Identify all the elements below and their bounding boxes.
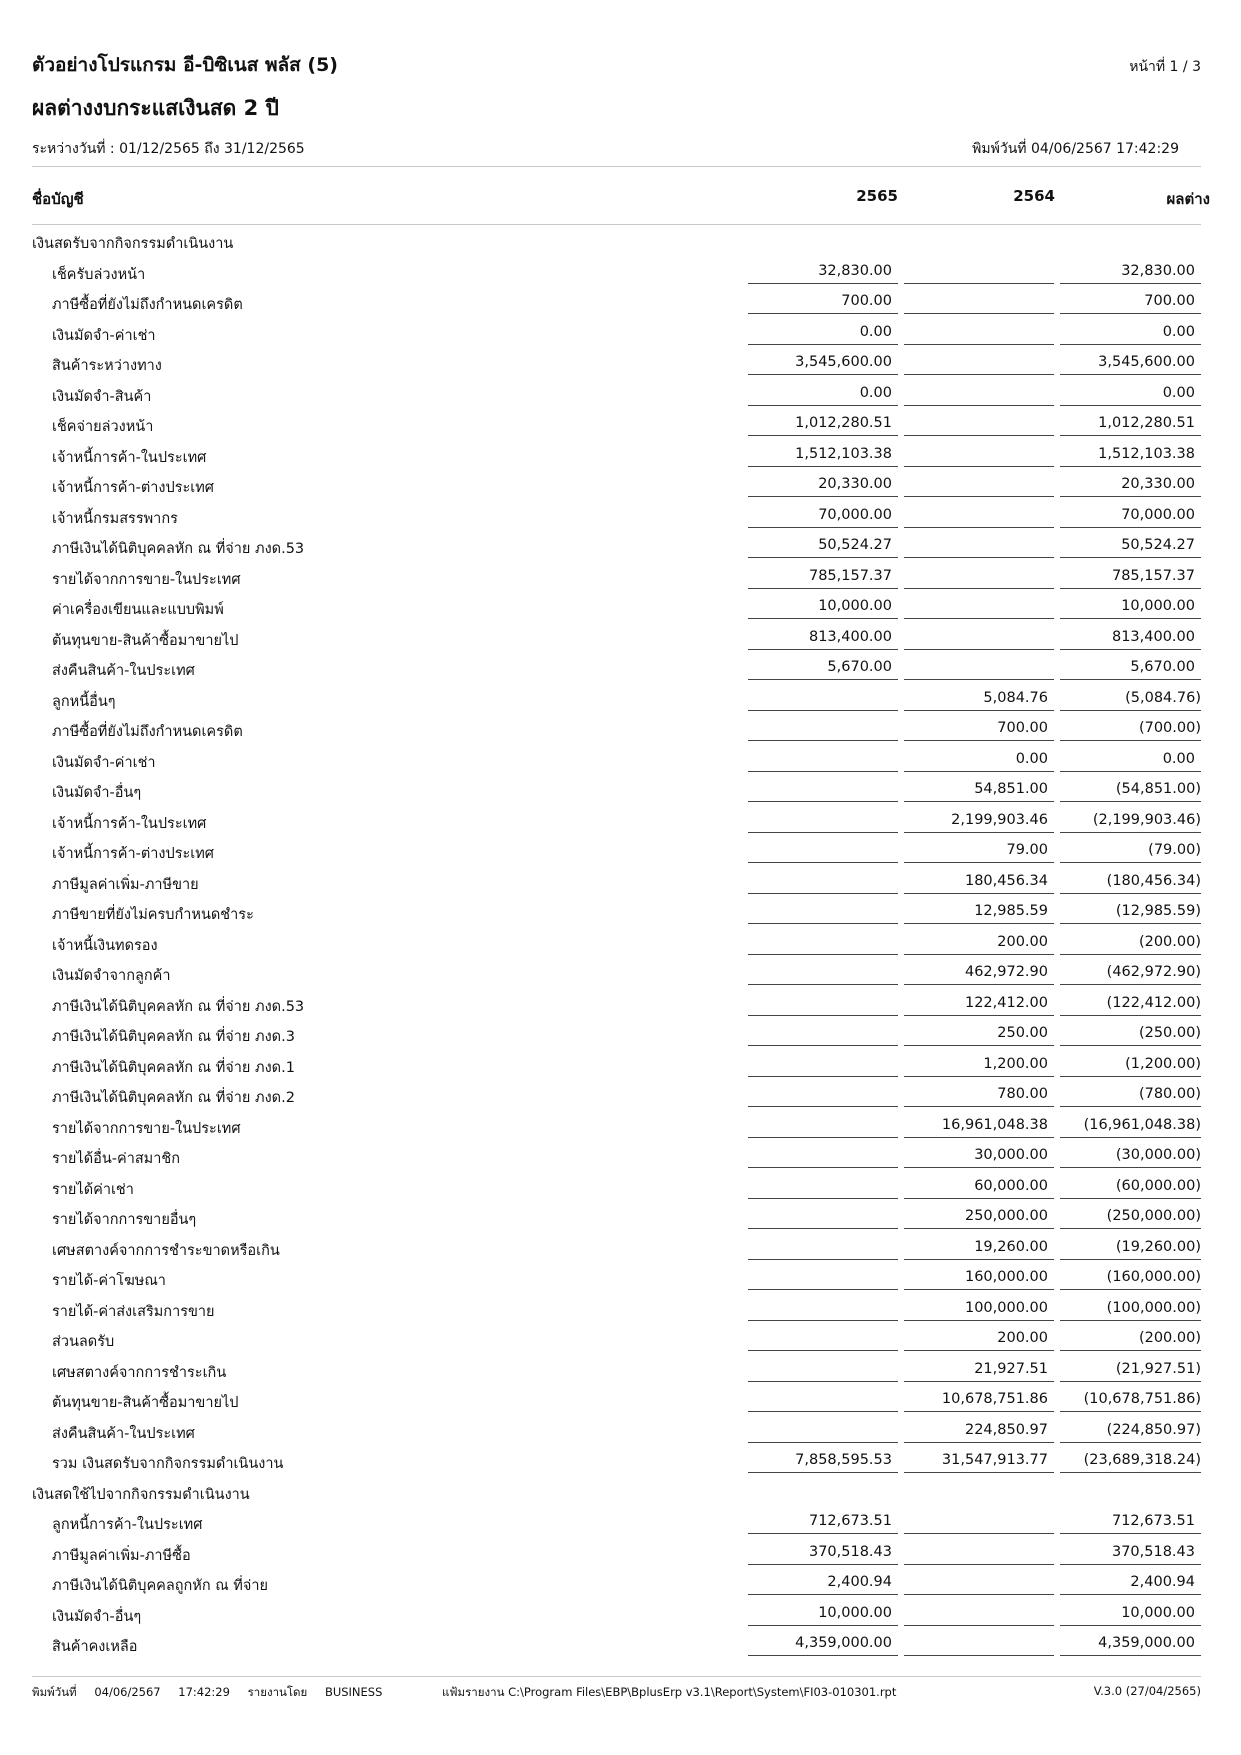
table-row	[32, 1507, 1201, 1538]
value-difference: (12,985.59)	[1060, 897, 1201, 924]
footer-version: V.3.0 (27/04/2565)	[1093, 1684, 1201, 1698]
value-difference: 0.00	[1060, 745, 1201, 772]
account-name: รายได้อื่น-ค่าสมาชิก	[52, 1151, 181, 1167]
value-2564: 224,850.97	[904, 1416, 1054, 1443]
value-2564	[904, 653, 1054, 680]
value-2564	[904, 1538, 1054, 1565]
value-2564	[904, 348, 1054, 375]
company-name: ตัวอย่างโปรแกรม อี-บิซิเนส พลัส (5)	[32, 54, 338, 76]
table-row	[32, 1538, 1201, 1569]
account-name: เงินมัดจำ-อื่นๆ	[52, 1608, 142, 1625]
table-row	[32, 379, 1201, 410]
value-2565	[748, 1019, 898, 1046]
value-difference: 5,670.00	[1060, 653, 1201, 680]
value-2565	[748, 1080, 898, 1107]
account-name: เจ้าหนี้การค้า-ในประเทศ	[52, 449, 207, 466]
table-row	[32, 318, 1201, 349]
footer-template-label: แฟ้มรายงาน	[442, 1685, 505, 1699]
value-2565	[748, 714, 898, 741]
account-name: เจ้าหนี้กรมสรรพากร	[52, 510, 178, 527]
table-row	[32, 806, 1201, 837]
footer-template-path: C:\Program Files\EBP\BplusErp v3.1\Report\System\FI03-010301.rpt	[508, 1685, 897, 1699]
value-difference: (19,260.00)	[1060, 1233, 1201, 1260]
account-name: รวม เงินสดรับจากกิจกรรมดำเนินงาน	[52, 1456, 284, 1472]
value-2564: 250.00	[904, 1019, 1054, 1046]
value-2565: 10,000.00	[748, 1599, 898, 1626]
account-name: ภาษีเงินได้นิติบุคคลหัก ณ ที่จ่าย ภงด.3	[52, 1029, 295, 1045]
value-2565: 20,330.00	[748, 470, 898, 497]
account-name: เจ้าหนี้การค้า-ในประเทศ	[52, 815, 207, 832]
account-name: เงินสดใช้ไปจากกิจกรรมดำเนินงาน	[32, 1486, 250, 1503]
value-difference: (200.00)	[1060, 1324, 1201, 1351]
value-difference: (16,961,048.38)	[1060, 1111, 1201, 1138]
value-difference: (700.00)	[1060, 714, 1201, 741]
report-table	[32, 226, 1201, 1660]
value-difference: 20,330.00	[1060, 470, 1201, 497]
value-2564: 780.00	[904, 1080, 1054, 1107]
column-header-year-2565: 2565	[856, 187, 898, 205]
value-difference: 50,524.27	[1060, 531, 1201, 558]
table-row	[32, 1355, 1201, 1386]
value-difference: (79.00)	[1060, 836, 1201, 863]
account-name: รายได้จากการขาย-ในประเทศ	[52, 571, 241, 588]
account-name: เจ้าหนี้การค้า-ต่างประเทศ	[52, 846, 214, 862]
value-2565	[748, 897, 898, 924]
value-2565: 32,830.00	[748, 257, 898, 284]
value-2565	[748, 1355, 898, 1382]
value-difference: (23,689,318.24)	[1060, 1446, 1201, 1473]
value-2564: 19,260.00	[904, 1233, 1054, 1260]
value-difference: 2,400.94	[1060, 1568, 1201, 1595]
value-2565: 700.00	[748, 287, 898, 314]
value-2564	[904, 1568, 1054, 1595]
value-difference: 70,000.00	[1060, 501, 1201, 528]
value-difference: 32,830.00	[1060, 257, 1201, 284]
value-2564	[904, 409, 1054, 436]
account-name: เงินมัดจำ-ค่าเช่า	[52, 754, 156, 771]
account-name: ภาษีมูลค่าเพิ่ม-ภาษีขาย	[52, 876, 199, 893]
value-2565	[748, 1111, 898, 1138]
account-name: ลูกหนี้การค้า-ในประเทศ	[52, 1517, 203, 1533]
table-row	[32, 1202, 1201, 1233]
value-2564: 122,412.00	[904, 989, 1054, 1016]
value-2565: 813,400.00	[748, 623, 898, 650]
account-name: เงินมัดจำ-ค่าเช่า	[52, 327, 156, 344]
column-header-divider	[32, 224, 1201, 225]
value-difference: (54,851.00)	[1060, 775, 1201, 802]
table-row	[32, 1080, 1201, 1111]
value-2564: 21,927.51	[904, 1355, 1054, 1382]
table-row	[32, 897, 1201, 928]
value-2565	[748, 806, 898, 833]
value-2565: 5,670.00	[748, 653, 898, 680]
value-difference: 813,400.00	[1060, 623, 1201, 650]
value-2565	[748, 867, 898, 894]
value-difference: (250,000.00)	[1060, 1202, 1201, 1229]
value-2565	[748, 684, 898, 711]
account-name: รายได้-ค่าโฆษณา	[52, 1273, 166, 1289]
value-2565	[748, 775, 898, 802]
value-2565	[748, 1324, 898, 1351]
account-name: ภาษีซื้อที่ยังไม่ถึงกำหนดเครดิต	[52, 297, 243, 313]
report-period: ระหว่างวันที่ : 01/12/2565 ถึง 31/12/2565	[32, 141, 305, 157]
account-name: ภาษีเงินได้นิติบุคคลหัก ณ ที่จ่าย ภงด.1	[52, 1059, 295, 1076]
value-2565: 1,012,280.51	[748, 409, 898, 436]
value-2565: 0.00	[748, 318, 898, 345]
table-row	[32, 745, 1201, 776]
value-difference: 1,512,103.38	[1060, 440, 1201, 467]
table-row	[32, 714, 1201, 745]
table-row	[32, 287, 1201, 318]
value-2564: 54,851.00	[904, 775, 1054, 802]
value-2565: 4,359,000.00	[748, 1629, 898, 1656]
value-2564	[904, 501, 1054, 528]
table-row	[32, 440, 1201, 471]
account-name: ภาษีเงินได้นิติบุคคลหัก ณ ที่จ่าย ภงด.2	[52, 1090, 295, 1106]
total-row	[32, 1446, 1201, 1477]
value-difference: (21,927.51)	[1060, 1355, 1201, 1382]
table-row	[32, 531, 1201, 562]
value-difference: 4,359,000.00	[1060, 1629, 1201, 1656]
table-row	[32, 867, 1201, 898]
account-name: ภาษีมูลค่าเพิ่ม-ภาษีซื้อ	[52, 1547, 191, 1564]
value-2564	[904, 531, 1054, 558]
value-2564: 0.00	[904, 745, 1054, 772]
value-2565: 370,518.43	[748, 1538, 898, 1565]
value-2564: 250,000.00	[904, 1202, 1054, 1229]
value-2565: 10,000.00	[748, 592, 898, 619]
value-2564	[904, 379, 1054, 406]
table-row	[32, 836, 1201, 867]
account-name: ต้นทุนขาย-สินค้าซื้อมาขายไป	[52, 1395, 239, 1411]
value-2564: 200.00	[904, 928, 1054, 955]
account-name: ส่งคืนสินค้า-ในประเทศ	[52, 663, 195, 679]
value-2564	[904, 592, 1054, 619]
account-name: ภาษีเงินได้นิติบุคคลถูกหัก ณ ที่จ่าย	[52, 1578, 268, 1594]
account-name: สินค้าระหว่างทาง	[52, 358, 162, 374]
footer-print-info	[32, 1684, 382, 1702]
table-row	[32, 1324, 1201, 1355]
table-row	[32, 989, 1201, 1020]
footer-print-time: 17:42:29	[178, 1685, 230, 1699]
value-2564: 79.00	[904, 836, 1054, 863]
value-2564: 2,199,903.46	[904, 806, 1054, 833]
value-2565	[748, 1263, 898, 1290]
value-difference: (122,412.00)	[1060, 989, 1201, 1016]
value-2564: 100,000.00	[904, 1294, 1054, 1321]
footer-print-date: 04/06/2567	[94, 1685, 161, 1699]
account-name: ค่าเครื่องเขียนและแบบพิมพ์	[52, 602, 224, 618]
value-difference: (250.00)	[1060, 1019, 1201, 1046]
table-row	[32, 1019, 1201, 1050]
value-2564: 31,547,913.77	[904, 1446, 1054, 1473]
value-2565: 7,858,595.53	[748, 1446, 898, 1473]
value-2564: 160,000.00	[904, 1263, 1054, 1290]
value-difference: 785,157.37	[1060, 562, 1201, 589]
section-heading-row	[32, 226, 1201, 257]
column-header-year-2564: 2564	[1013, 187, 1055, 205]
table-row	[32, 348, 1201, 379]
account-name: ภาษีเงินได้นิติบุคคลหัก ณ ที่จ่าย ภงด.53	[52, 541, 305, 557]
value-difference: (1,200.00)	[1060, 1050, 1201, 1077]
value-2564	[904, 287, 1054, 314]
table-row	[32, 653, 1201, 684]
table-row	[32, 1568, 1201, 1599]
value-2564: 700.00	[904, 714, 1054, 741]
table-row	[32, 1141, 1201, 1172]
table-row	[32, 562, 1201, 593]
table-row	[32, 592, 1201, 623]
account-name: เงินสดรับจากกิจกรรมดำเนินงาน	[32, 236, 234, 252]
account-name: เงินมัดจำ-อื่นๆ	[52, 785, 142, 801]
value-difference: (5,084.76)	[1060, 684, 1201, 711]
value-2564	[904, 1629, 1054, 1656]
table-row	[32, 1111, 1201, 1142]
value-difference: 0.00	[1060, 318, 1201, 345]
value-2564	[904, 562, 1054, 589]
value-difference: (2,199,903.46)	[1060, 806, 1201, 833]
account-name: รายได้-ค่าส่งเสริมการขาย	[52, 1303, 215, 1320]
value-2565	[748, 1233, 898, 1260]
value-difference: 1,012,280.51	[1060, 409, 1201, 436]
value-difference: (200.00)	[1060, 928, 1201, 955]
account-name: ส่งคืนสินค้า-ในประเทศ	[52, 1425, 195, 1442]
value-2564	[904, 440, 1054, 467]
value-2565	[748, 1050, 898, 1077]
value-2564	[904, 623, 1054, 650]
account-name: เจ้าหนี้การค้า-ต่างประเทศ	[52, 480, 214, 496]
value-2564: 1,200.00	[904, 1050, 1054, 1077]
table-row	[32, 470, 1201, 501]
value-2564	[904, 257, 1054, 284]
table-row	[32, 1050, 1201, 1081]
account-name: ส่วนลดรับ	[52, 1334, 115, 1350]
value-2565	[748, 1416, 898, 1443]
table-row	[32, 501, 1201, 532]
account-name: ภาษีขายที่ยังไม่ครบกำหนดชำระ	[52, 907, 254, 923]
header-divider	[32, 166, 1201, 167]
column-header-difference: ผลต่าง	[1166, 190, 1210, 208]
value-2565	[748, 1385, 898, 1412]
value-2564	[904, 1507, 1054, 1534]
account-name: เช็คจ่ายล่วงหน้า	[52, 419, 154, 435]
value-2564: 200.00	[904, 1324, 1054, 1351]
value-2564	[904, 470, 1054, 497]
account-name: เศษสตางค์จากการชำระเกิน	[52, 1364, 227, 1381]
value-difference: 712,673.51	[1060, 1507, 1201, 1534]
table-row	[32, 1263, 1201, 1294]
account-name: รายได้จากการขายอื่นๆ	[52, 1212, 197, 1228]
table-row	[32, 1172, 1201, 1203]
account-name: ลูกหนี้อื่นๆ	[52, 693, 116, 710]
value-difference: 0.00	[1060, 379, 1201, 406]
value-2565	[748, 1141, 898, 1168]
value-difference: (30,000.00)	[1060, 1141, 1201, 1168]
value-2564: 10,678,751.86	[904, 1385, 1054, 1412]
account-name: เช็ครับล่วงหน้า	[52, 266, 146, 283]
value-2564: 5,084.76	[904, 684, 1054, 711]
page-number: หน้าที่ 1 / 3	[1129, 59, 1201, 75]
account-name: ภาษีซื้อที่ยังไม่ถึงกำหนดเครดิต	[52, 724, 243, 740]
account-name: ต้นทุนขาย-สินค้าซื้อมาขายไป	[52, 632, 239, 649]
value-2564: 16,961,048.38	[904, 1111, 1054, 1138]
value-2565	[748, 745, 898, 772]
value-difference: 10,000.00	[1060, 592, 1201, 619]
value-2565	[748, 958, 898, 985]
value-2565: 785,157.37	[748, 562, 898, 589]
value-difference: 3,545,600.00	[1060, 348, 1201, 375]
table-row	[32, 623, 1201, 654]
value-2565	[748, 1172, 898, 1199]
printed-datetime: พิมพ์วันที่ 04/06/2567 17:42:29	[972, 141, 1179, 157]
value-2565: 50,524.27	[748, 531, 898, 558]
account-name: สินค้าคงเหลือ	[52, 1639, 138, 1655]
value-difference: (224,850.97)	[1060, 1416, 1201, 1443]
column-header-account: ชื่อบัญชี	[32, 190, 84, 208]
value-2565: 70,000.00	[748, 501, 898, 528]
value-difference: (160,000.00)	[1060, 1263, 1201, 1290]
value-2565: 712,673.51	[748, 1507, 898, 1534]
report-title: ผลต่างงบกระแสเงินสด 2 ปี	[32, 96, 279, 120]
footer-by-label: รายงานโดย	[247, 1685, 308, 1699]
value-2565	[748, 989, 898, 1016]
account-name: ภาษีเงินได้นิติบุคคลหัก ณ ที่จ่าย ภงด.53	[52, 998, 305, 1015]
table-row	[32, 409, 1201, 440]
account-name: เงินมัดจำ-สินค้า	[52, 388, 152, 405]
footer-divider	[32, 1676, 1201, 1677]
account-name: เศษสตางค์จากการชำระขาดหรือเกิน	[52, 1242, 280, 1259]
value-2565: 1,512,103.38	[748, 440, 898, 467]
value-difference: 370,518.43	[1060, 1538, 1201, 1565]
table-row	[32, 1294, 1201, 1325]
value-2565	[748, 1202, 898, 1229]
value-2565: 3,545,600.00	[748, 348, 898, 375]
value-2564: 60,000.00	[904, 1172, 1054, 1199]
value-2565: 0.00	[748, 379, 898, 406]
table-row	[32, 775, 1201, 806]
table-row	[32, 684, 1201, 715]
value-difference: (780.00)	[1060, 1080, 1201, 1107]
table-row	[32, 1233, 1201, 1264]
value-2565	[748, 836, 898, 863]
value-2564: 462,972.90	[904, 958, 1054, 985]
value-difference: 10,000.00	[1060, 1599, 1201, 1626]
account-name: เงินมัดจำจากลูกค้า	[52, 968, 171, 984]
value-difference: (60,000.00)	[1060, 1172, 1201, 1199]
table-row	[32, 1599, 1201, 1630]
value-2564	[904, 1599, 1054, 1626]
value-difference: (10,678,751.86)	[1060, 1385, 1201, 1412]
account-name: รายได้จากการขาย-ในประเทศ	[52, 1120, 241, 1137]
value-2565: 2,400.94	[748, 1568, 898, 1595]
footer-by-value: BUSINESS	[324, 1685, 383, 1699]
account-name: เจ้าหนี้เงินทดรอง	[52, 937, 158, 954]
value-difference: (180,456.34)	[1060, 867, 1201, 894]
footer-template	[442, 1684, 896, 1702]
table-row	[32, 1629, 1201, 1660]
value-2564: 30,000.00	[904, 1141, 1054, 1168]
value-difference: (100,000.00)	[1060, 1294, 1201, 1321]
table-row	[32, 1385, 1201, 1416]
value-difference: (462,972.90)	[1060, 958, 1201, 985]
account-name: รายได้ค่าเช่า	[52, 1181, 134, 1198]
table-row	[32, 928, 1201, 959]
value-2564: 180,456.34	[904, 867, 1054, 894]
value-2565	[748, 928, 898, 955]
value-2564	[904, 318, 1054, 345]
table-row	[32, 1416, 1201, 1447]
value-difference: 700.00	[1060, 287, 1201, 314]
section-heading-row	[32, 1477, 1201, 1508]
value-2564: 12,985.59	[904, 897, 1054, 924]
value-2565	[748, 1294, 898, 1321]
table-row	[32, 257, 1201, 288]
table-row	[32, 958, 1201, 989]
footer-print-label: พิมพ์วันที่	[32, 1685, 77, 1699]
